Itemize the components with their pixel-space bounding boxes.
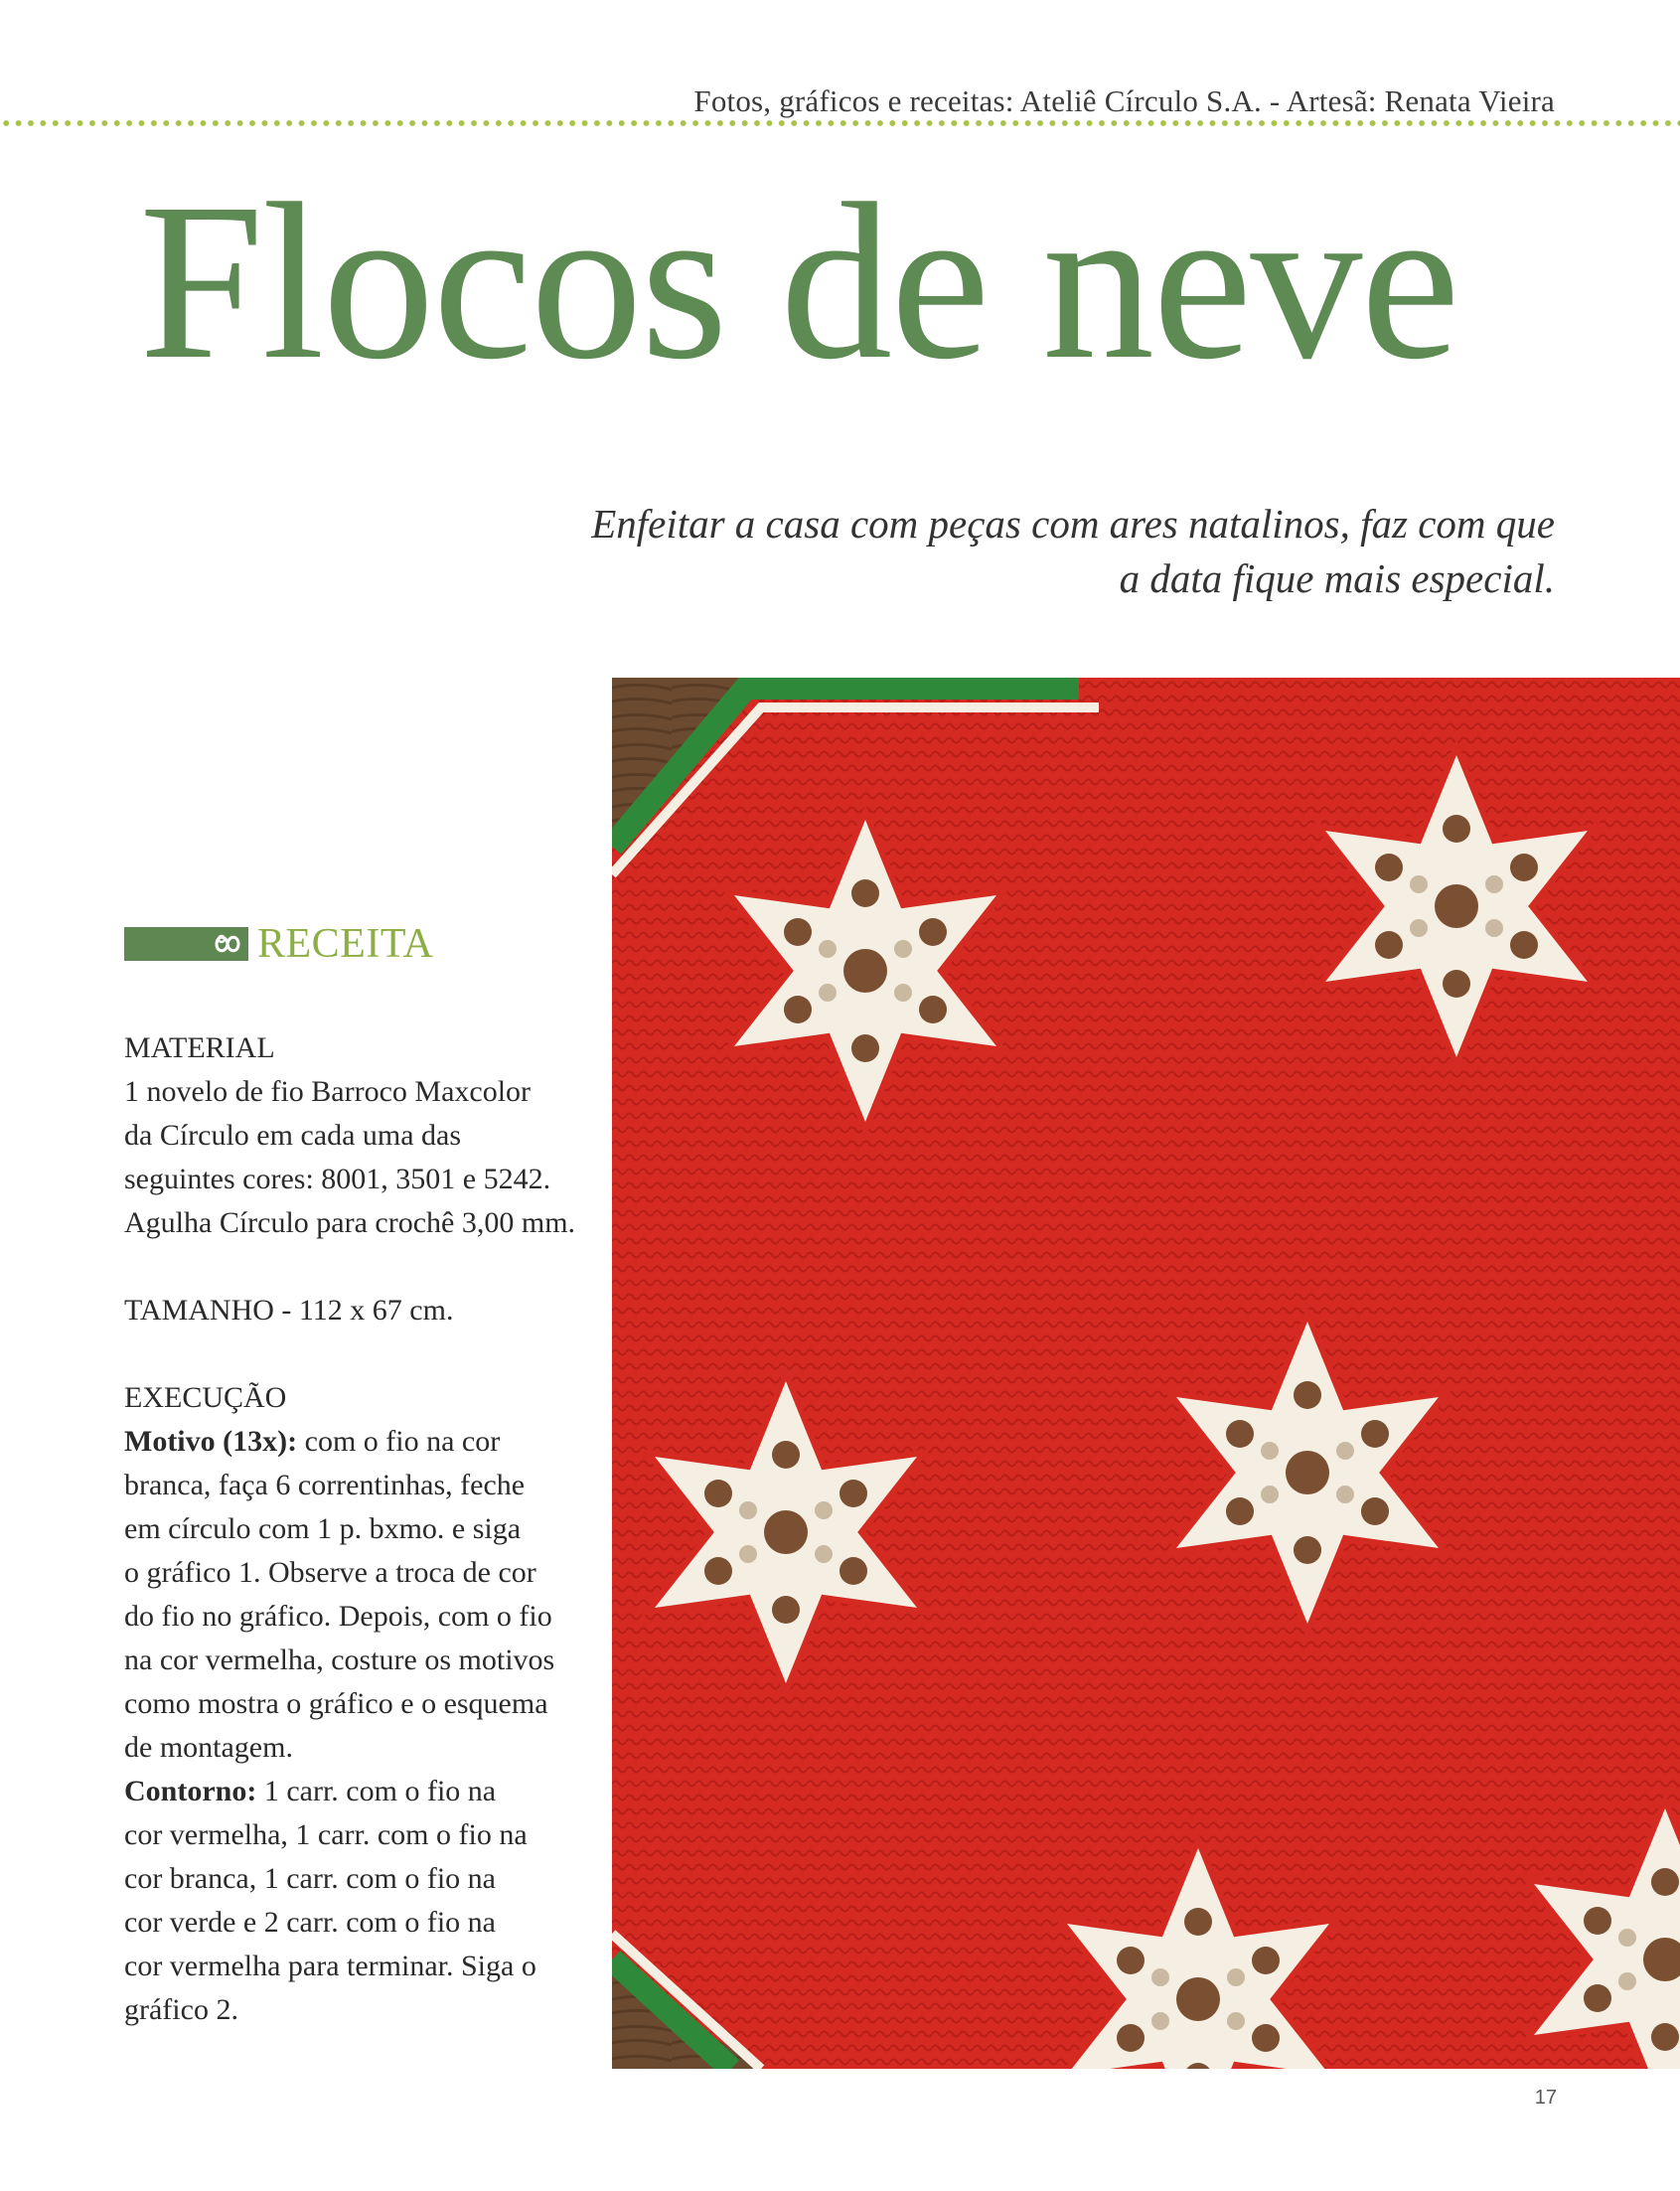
size-line: TAMANHO - 112 x 67 cm. <box>124 1294 454 1327</box>
contorno-line: cor verde e 2 carr. com o fio na <box>124 1906 496 1939</box>
motivo-line: em círculo com 1 p. bxmo. e siga <box>124 1512 522 1545</box>
material-heading: MATERIAL <box>124 1031 275 1064</box>
contorno-line: cor vermelha, 1 carr. com o fio na <box>124 1818 528 1851</box>
subtitle-line-1: Enfeitar a casa com peças com ares natalinos, faz com que <box>591 501 1555 547</box>
page-number: 17 <box>1534 2087 1557 2109</box>
knot-icon <box>213 930 242 958</box>
motivo-line: o gráfico 1. Observe a troca de cor <box>124 1556 536 1589</box>
material-line: seguintes cores: 8001, 3501 e 5242. <box>124 1163 551 1195</box>
motivo-line: branca, faça 6 correntinhas, feche <box>124 1469 526 1501</box>
contorno-label: Contorno: <box>124 1775 257 1807</box>
motivo-line: do fio no gráfico. Depois, com o fio <box>124 1600 552 1633</box>
contorno-line: cor vermelha para terminar. Siga o <box>124 1950 536 1982</box>
contorno-line: gráfico 2. <box>124 1993 238 2026</box>
section-heading-bar <box>124 927 248 961</box>
motivo-label: Motivo (13x): <box>124 1425 298 1458</box>
material-line: 1 novelo de fio Barroco Maxcolor <box>124 1075 532 1108</box>
motivo-line: na cor vermelha, costure os motivos <box>124 1643 555 1676</box>
execution-heading: EXECUÇÃO <box>124 1381 287 1414</box>
crochet-rug-photo <box>612 678 1680 2069</box>
photo-credits: Fotos, gráficos e receitas: Ateliê Círculo S.A. - Artesã: Renata Vieira <box>693 83 1555 118</box>
crochet-rug-illustration <box>612 678 1680 2069</box>
section-heading <box>124 921 434 967</box>
motivo-first-line <box>124 1420 591 1464</box>
recipe-text <box>124 1026 591 2032</box>
dotted-divider <box>0 119 1680 127</box>
contorno-first-line <box>124 1770 591 1813</box>
contorno-first-text: 1 carr. com o fio na <box>256 1775 497 1807</box>
material-line: da Círculo em cada uma das <box>124 1119 462 1152</box>
material-line: Agulha Círculo para crochê 3,00 mm. <box>124 1206 576 1239</box>
subtitle <box>591 497 1555 606</box>
page-title: Flocos de neve <box>139 157 1458 405</box>
motivo-line: de montagem. <box>124 1731 293 1764</box>
section-heading-label: RECEITA <box>257 921 434 967</box>
motivo-line: como mostra o gráfico e o esquema <box>124 1687 548 1720</box>
subtitle-line-2: a data fique mais especial. <box>1119 555 1555 601</box>
motivo-first-text: com o fio na cor <box>297 1425 501 1458</box>
contorno-line: cor branca, 1 carr. com o fio na <box>124 1862 496 1895</box>
